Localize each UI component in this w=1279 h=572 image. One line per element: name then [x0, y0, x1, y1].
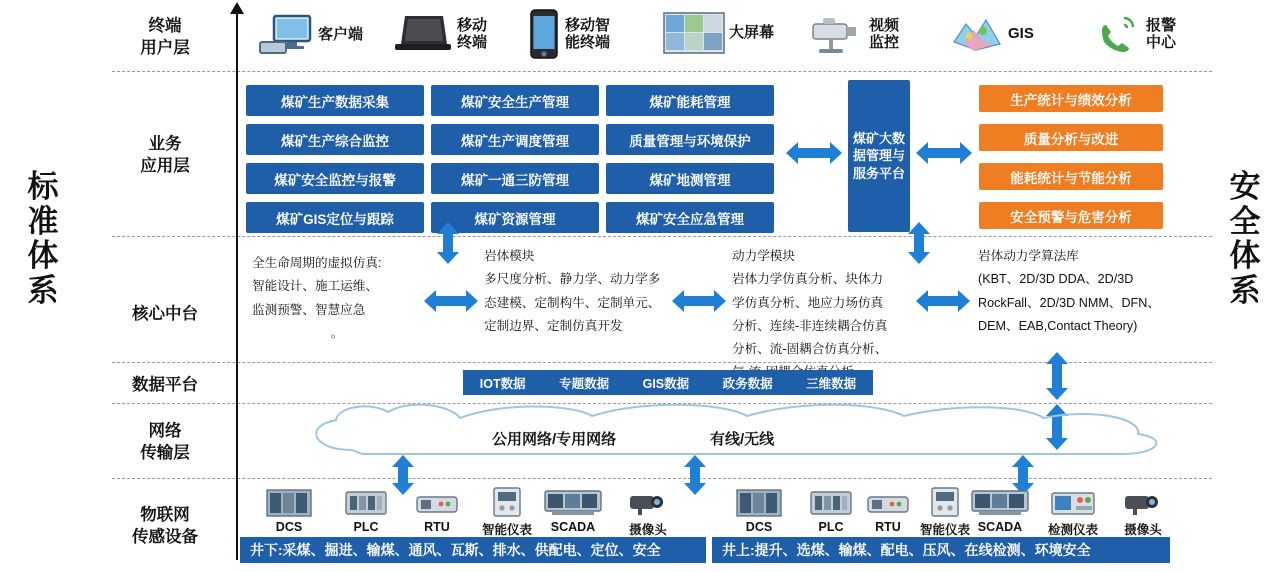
laptop-icon: [393, 12, 453, 56]
alarm-label-line1: 报警: [1146, 16, 1177, 34]
row-label-iot: [122, 504, 208, 549]
right-title-char-1: 安: [1229, 169, 1261, 204]
data-platform-item-iot[interactable]: IOT数据: [479, 376, 526, 391]
plc-module-icon: [329, 487, 403, 517]
row-label-business: [122, 133, 208, 178]
iot-device-rtu-left[interactable]: [400, 487, 474, 534]
row-label-iot-line1: 物联网: [140, 506, 190, 524]
divider-business-core: [112, 236, 1212, 237]
row-label-data: [122, 374, 208, 396]
arrow-network-to-iot-2: [684, 455, 706, 495]
core-column-dynamics: [732, 245, 928, 385]
left-title-char-3: 体: [27, 238, 59, 274]
desktop-computer-icon: [258, 12, 314, 58]
iot-device-plc-left[interactable]: [329, 487, 403, 534]
inspection-instrument-icon: [1036, 487, 1110, 517]
network-label-wired: 有线/无线: [710, 431, 775, 448]
terminal-device-gis-label: [1008, 25, 1034, 42]
terminal-device-mobile[interactable]: [393, 12, 487, 56]
core-lifecycle-line3: 监测预警、智慧应急: [252, 302, 366, 317]
row-label-data-line1: 数据平台: [132, 376, 198, 394]
business-box-col3-1[interactable]: 煤矿能耗管理: [606, 85, 774, 116]
core-rockmass-line2: 态建模、定制构牛、定制单元、: [484, 295, 661, 310]
bottom-bar-underground[interactable]: 井下:采煤、掘进、输煤、通风、瓦斯、排水、供配电、定位、安全: [240, 537, 706, 563]
iot-label-smartmeter-right: 智能仪表: [919, 523, 970, 537]
arrow-platform-to-analysis: [916, 142, 972, 164]
row-label-network-line2: 传输层: [140, 444, 190, 463]
core-rockmass-line3: 定制边界、定制仿真开发: [484, 318, 623, 333]
core-rockmass-line1: 多尺度分析、静力学、动力学多: [484, 272, 661, 287]
terminal-device-videowall-label: [729, 24, 774, 41]
row-label-business-line1: 业务: [148, 135, 182, 153]
core-dynamics-line1: 岩体力学仿真分析、块体力: [732, 272, 884, 287]
big-data-platform-box[interactable]: 煤矿大数据管理与服务平台: [848, 80, 910, 232]
iot-device-scada-left[interactable]: [536, 487, 610, 534]
right-title-char-4: 系: [1229, 273, 1261, 309]
data-platform-item-3d[interactable]: 三维数据: [806, 376, 857, 391]
vertical-axis-line: [236, 12, 238, 560]
terminal-device-smart-mobile[interactable]: [527, 8, 610, 60]
business-box-col3-4[interactable]: 煤矿安全应急管理: [606, 202, 774, 233]
iot-label-dcs-right: DCS: [745, 520, 773, 534]
terminal-device-alarm-center[interactable]: [1094, 12, 1176, 56]
video-wall-icon: [663, 12, 725, 54]
data-platform-item-gov[interactable]: 政务数据: [722, 376, 773, 391]
iot-label-rtu-left: RTU: [424, 520, 450, 534]
row-label-terminal-line1: 终端: [148, 17, 182, 35]
terminal-device-alarm-center-label: [1146, 17, 1176, 52]
arrow-core-3-4: [916, 290, 970, 312]
business-box-col1-3[interactable]: 煤矿安全监控与报警: [246, 163, 424, 194]
analysis-box-3[interactable]: 能耗统计与节能分析: [979, 163, 1163, 190]
core-dynamics-line2: 学仿真分析、地应力场仿真: [732, 295, 884, 310]
divider-network-iot: [112, 478, 1212, 479]
core-algo-line2: RockFall、2D/3D NMM、DFN、: [978, 295, 1160, 310]
dcs-cabinet-icon: [722, 487, 796, 517]
camera-icon: [611, 487, 685, 517]
camera-icon: [1106, 487, 1180, 517]
terminal-device-cctv[interactable]: [805, 14, 899, 54]
left-system-title: [20, 170, 66, 309]
network-label-public: 公用网络/专用网络: [492, 431, 617, 448]
core-lifecycle-line2: 智能设计、施工运维、: [252, 279, 378, 294]
core-dynamics-line4: 分析、流-固耦合仿真分析、: [732, 342, 888, 357]
cctv-camera-icon: [805, 14, 865, 54]
iot-label-scada-left: SCADA: [550, 520, 596, 534]
data-platform-item-topic[interactable]: 专题数据: [559, 376, 610, 391]
alarm-label-line2: 中心: [1146, 34, 1177, 51]
row-label-network: [122, 420, 208, 465]
business-box-col2-4[interactable]: 煤矿资源管理: [431, 202, 599, 233]
business-box-col2-1[interactable]: 煤矿安全生产管理: [431, 85, 599, 116]
terminal-device-gis[interactable]: [950, 14, 1034, 54]
terminal-device-client-label: [318, 26, 363, 43]
arrow-core-to-data-right: [1046, 352, 1068, 400]
iot-device-scada-right[interactable]: [963, 487, 1037, 534]
iot-device-inspection-right[interactable]: [1036, 487, 1110, 538]
iot-label-plc-left: PLC: [353, 520, 379, 534]
core-column-rockmass: [484, 245, 674, 338]
gis-map-icon: [950, 14, 1004, 54]
business-box-col1-2[interactable]: 煤矿生产综合监控: [246, 124, 424, 155]
core-column-algorithm-library: [978, 245, 1188, 338]
row-label-terminal: [122, 15, 208, 60]
business-box-col3-3[interactable]: 煤矿地测管理: [606, 163, 774, 194]
terminal-device-videowall[interactable]: [663, 12, 774, 54]
right-system-title: [1222, 170, 1268, 309]
smart-meter-icon: [470, 487, 544, 517]
smart-mobile-label-line2: 能终端: [565, 34, 611, 51]
iot-label-smartmeter-left: 智能仪表: [481, 523, 532, 537]
iot-label-camera-right: 摄像头: [1124, 523, 1162, 537]
scada-console-icon: [963, 487, 1037, 517]
iot-device-camera-left[interactable]: [611, 487, 685, 538]
iot-device-dcs-left[interactable]: [252, 487, 326, 534]
core-algo-line1: (KBT、2D/3D DDA、2D/3D: [978, 272, 1134, 287]
client-label-line1: 客户端: [318, 26, 364, 44]
terminal-device-cctv-label: [869, 17, 899, 52]
iot-device-smartmeter-left[interactable]: [470, 487, 544, 538]
dcs-cabinet-icon: [252, 487, 326, 517]
iot-label-camera-left: 摄像头: [629, 523, 667, 537]
telephone-icon: [1094, 12, 1142, 56]
core-lifecycle-line1: 全生命周期的虚拟仿真:: [252, 256, 382, 270]
row-label-network-line1: 网络: [148, 422, 182, 440]
network-cloud: [292, 404, 1172, 466]
mobile-label-line2: 终端: [457, 34, 488, 51]
business-box-col3-2[interactable]: 质量管理与环境保护: [606, 124, 774, 155]
iot-device-dcs-right[interactable]: [722, 487, 796, 534]
videowall-label-line1: 大屏幕: [729, 24, 775, 42]
core-rockmass-title: 岩体模块: [484, 249, 535, 263]
iot-label-dcs-left: DCS: [275, 520, 303, 534]
vertical-axis-arrowhead: [230, 2, 244, 14]
iot-label-scada-right: SCADA: [977, 520, 1023, 534]
business-box-col2-2[interactable]: 煤矿生产调度管理: [431, 124, 599, 155]
gis-label-line1: GIS: [1008, 25, 1034, 43]
bottom-bar-surface[interactable]: 井上:提升、选煤、输煤、配电、压风、在线检测、环境安全: [712, 537, 1170, 563]
analysis-box-4[interactable]: 安全预警与危害分析: [979, 202, 1163, 229]
iot-label-rtu-right: RTU: [875, 520, 901, 534]
analysis-box-2[interactable]: 质量分析与改进: [979, 124, 1163, 151]
iot-device-camera-right[interactable]: [1106, 487, 1180, 538]
core-dynamics-title: 动力学模块: [732, 249, 795, 263]
row-label-core: [122, 303, 208, 325]
left-title-char-1: 标: [27, 169, 59, 204]
core-algo-title: 岩体动力学算法库: [978, 249, 1079, 263]
business-box-col1-1[interactable]: 煤矿生产数据采集: [246, 85, 424, 116]
mobile-label-line1: 移动: [457, 16, 488, 34]
smartphone-icon: [527, 8, 561, 60]
iot-label-plc-right: PLC: [818, 520, 844, 534]
terminal-device-smart-mobile-label: [565, 17, 610, 52]
arrow-business-to-core-left: [437, 222, 459, 264]
core-algo-line3: DEM、EAB,Contact Theory): [978, 318, 1138, 333]
arrow-business-to-platform: [786, 142, 842, 164]
cctv-label-line2: 监控: [869, 34, 900, 51]
left-title-char-4: 系: [27, 273, 59, 309]
terminal-device-client[interactable]: [258, 12, 363, 58]
smart-mobile-label-line1: 移动智: [565, 16, 611, 34]
row-label-core-line1: 核心中台: [132, 305, 198, 323]
row-label-terminal-line2: 用户层: [140, 39, 190, 58]
core-dynamics-line3: 分析、连续-非连续耦合仿真: [732, 318, 888, 333]
terminal-device-mobile-label: [457, 17, 487, 52]
business-box-col1-4[interactable]: 煤矿GIS定位与跟踪: [246, 202, 424, 233]
right-title-char-3: 体: [1229, 238, 1261, 274]
row-label-business-line2: 应用层: [140, 157, 190, 176]
iot-label-inspection-right: 检测仪表: [1047, 523, 1098, 537]
business-box-col2-3[interactable]: 煤矿一通三防管理: [431, 163, 599, 194]
rtu-device-icon: [400, 487, 474, 517]
row-label-iot-line2: 传感设备: [132, 528, 198, 547]
data-platform-strip[interactable]: [463, 370, 873, 395]
arrow-core-1-2: [424, 290, 478, 312]
arrow-core-2-3: [672, 290, 726, 312]
data-platform-item-gis[interactable]: GIS数据: [642, 376, 690, 391]
divider-terminal-business: [112, 71, 1212, 72]
analysis-box-1[interactable]: 生产统计与绩效分析: [979, 85, 1163, 112]
cctv-label-line1: 视频: [869, 16, 900, 34]
right-title-char-2: 全: [1229, 203, 1261, 239]
scada-console-icon: [536, 487, 610, 517]
core-column-lifecycle: [252, 252, 422, 345]
core-lifecycle-line4: 。: [330, 325, 344, 340]
left-title-char-2: 准: [27, 203, 59, 239]
